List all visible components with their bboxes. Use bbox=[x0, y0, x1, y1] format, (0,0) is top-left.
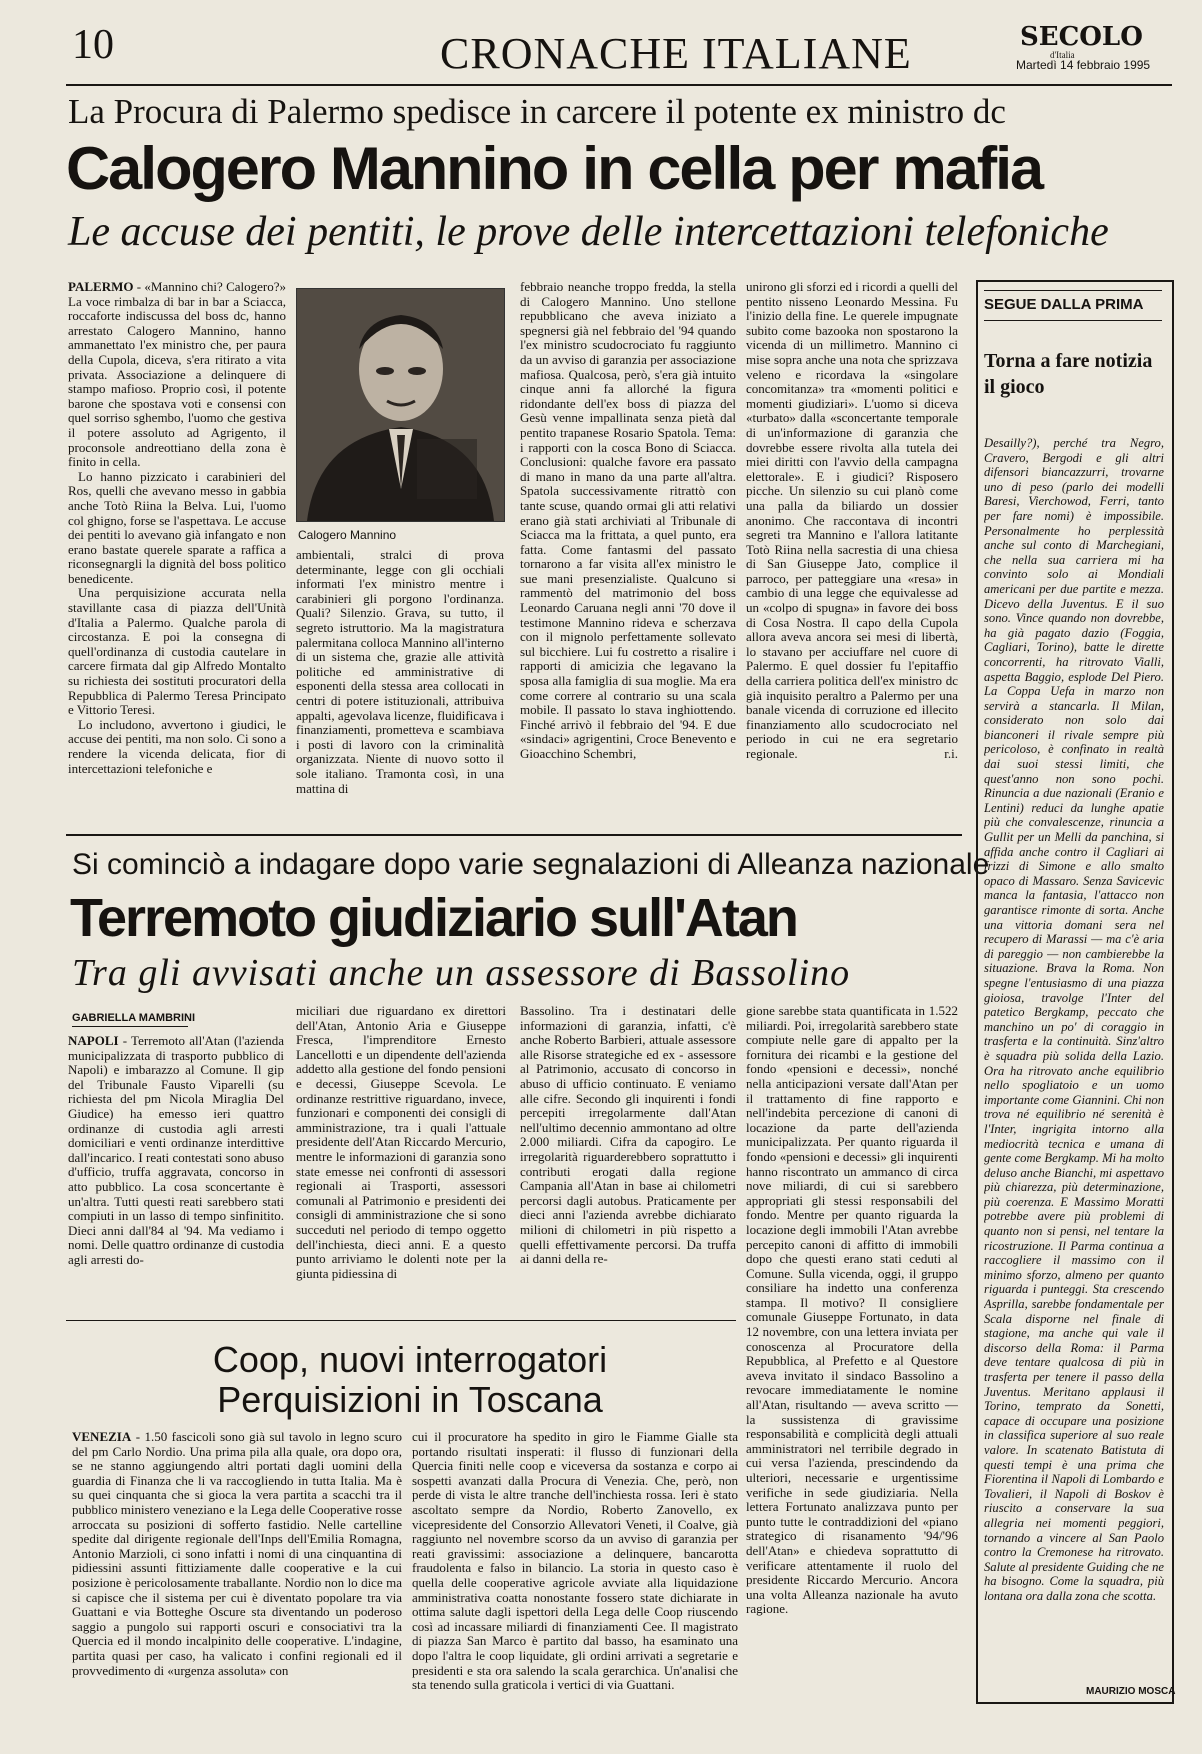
issue-date: Martedì 14 febbraio 1995 bbox=[1016, 58, 1151, 72]
article1-subhead: Le accuse dei pentiti, le prove delle intercettazioni telefoniche bbox=[68, 209, 1109, 255]
sidebar-rule-bottom bbox=[984, 320, 1162, 321]
article3-headline-line1: Coop, nuovi interrogatori bbox=[212, 1339, 608, 1380]
photo-caption: Calogero Mannino bbox=[298, 528, 397, 542]
article3-headline-line2: Perquisizioni in Toscana bbox=[217, 1379, 603, 1420]
article2-byline: GABRIELLA MAMBRINI bbox=[72, 1012, 196, 1024]
article2-col3: Bassolino. Tra i destinatari delle informazioni di garanzia, infatti, c'è anche Roberto Barbieri, attuale assessore alle Risorse strategiche ed ex - assessore al Patrimonio, accusato di concorso in abuso di ufficio continuato. E veniamo alle cifre. Secondo gli inquirenti i fondi percepiti irregolarmente dall'Atan nell'ultimo decennio ammontano ad oltre 2.000 miliardi. Cifra da capogiro. Le irregolarità riguarderebbero soprattutto i contributi erogati dalla regione Campania all'Atan in base ai chilometri percorsi dagli autobus. Praticamente per dieci anni l'azienda avrebbe dichiarato milioni di chilometri in più rispetto a quelli effettivamente percorsi. Da truffa ai danni della re- bbox=[520, 1004, 736, 1267]
article1-dateline: PALERMO bbox=[68, 280, 134, 294]
page-number: 10 bbox=[72, 22, 114, 68]
article2-col1 bbox=[68, 1034, 284, 1306]
bottom-rule bbox=[66, 1320, 736, 1321]
article2-subhead: Tra gli avvisati anche un assessore di Bassolino bbox=[72, 952, 851, 994]
sidebar-rule-top bbox=[984, 290, 1162, 291]
article3-headline bbox=[190, 1340, 630, 1420]
sidebar-label: SEGUE DALLA PRIMA bbox=[984, 296, 1144, 313]
article3-dateline: VENEZIA bbox=[72, 1430, 132, 1444]
article1-col1a: - «Mannino chi? Calogero?» La voce rimbalza di bar in bar a Sciacca, roccaforte indiscussa del boss dc, hanno arrestato Calogero Mannino, hanno ammanettato l'ex ministro che, per paura della Cupola, diceva, s'era ritirato a vita privata. Associazione a delinquere di stampo mafioso. Proprio così, il potente barone che spostava voti e consensi con quel sorriso sghembo, l'uomo che gestiva il potere assoluto ad Agrigento, il proconsole andreottiano della zona è finito in cella. bbox=[68, 280, 286, 470]
mannino-photo bbox=[296, 288, 505, 522]
article2-col4: gione sarebbe stata quantificata in 1.522 miliardi. Poi, irregolarità sarebbero state compiute nelle gare di appalto per la fornitura dei ricambi e la gestione del fondo «pensioni e decessi», nonché nella anticipazioni versate dall'Atan per il trattamento di fine rapporto e nell'indebita percezione di canoni di locazione da parte dell'azienda municipalizzata. Per quanto riguarda il fondo «pensioni e decessi» gli inquirenti hanno riscontrato un ammanco di circa nove miliardi, di cui si sarebbero appropriati gli stessi responsabili del fondo. Mentre per quanto riguarda la locazione degli immobili l'Atan avrebbe percepito canoni di affitto di immobili dopo che questi erano stati ceduti al Comune. Sulla vicenda, oggi, il gruppo consiliare ha indetto una conferenza stampa. Il motivo? Il consigliere comunale Giuseppe Fortunato, in data 12 novembre, con una lettera inviata per conoscenza al Procuratore della Repubblica, al Prefetto e al Questore aveva invitato il sindaco Bassolino a revocare immediatamente le nomine all'Atan, risultando — aveva scritto — la sussistenza di gravissime responsabilità e complicità degli attuali amministratori nel terribile degrado in cui versa l'azienda, prescindendo da ulteriori, necessarie e urgentissime verifiche in sede giudiziaria. Nella lettera Fortunato analizzava punto per punto tutte le contraddizioni del «piano strategico di risanamento '94/'96 dell'Atan» e chiedeva soprattutto di verificare attentamente il ruolo del presidente Riccardo Mercurio. Ancora una volta Alleanza nazionale ha avuto ragione. bbox=[746, 1004, 958, 1617]
article1-kicker: La Procura di Palermo spedisce in carcere il potente ex ministro dc bbox=[68, 92, 1006, 131]
article2-dateline: NAPOLI bbox=[68, 1034, 119, 1048]
article1-headline: Calogero Mannino in cella per mafia bbox=[66, 135, 1043, 202]
top-rule bbox=[66, 84, 1172, 86]
section-title: CRONACHE ITALIANE bbox=[440, 29, 912, 78]
article2-col1-text: - Terremoto all'Atan (l'azienda municipalizzata di trasporto pubblico di Napoli) e imbarazzo al Comune. Il gip del Tribunale Fausto Viparelli (su richiesta del pm Nicola Miraglia Del Giudice) ha emesso ieri quattro ordinanze di custodia agli arresti domiciliari e venti ordinanze interdittive dall'incarico. I reati contestati sono abuso d'ufficio, truffa aggravata, concorso in atto pubblico. La cosa sconcertante è un'altra. Tutti questi reati sarebbero stati compiuti in un lasso di tempo sinfinitito. Dieci anni dall'84 al '94. Ma vediamo i nomi. Delle quattro ordinanze di custodia agli arresti do- bbox=[68, 1034, 284, 1267]
article1-col2: ambientali, stralci di prova determinante, legge con gli occhiali informati l'ex ministro mentre i carabinieri gli porgono l'ordinanza. Quali? Silenzio. Grava, su tutto, il segreto istruttorio. Ma la magistratura palermitana colloca Mannino all'interno di un sistema che, grazie alle attività politiche ed amministrative di esponenti della stessa area collocati in centri di potere istituzionali, attribuiva appalti, agevolava licenze, fluidificava i finanziamenti, prometteva e scambiava i posti di lavoro con la criminalità organizzata. Niente di nuovo sotto il sole italiano. Tramonta così, in una mattina di bbox=[296, 548, 504, 796]
article1-col4 bbox=[746, 280, 958, 820]
byline-rule bbox=[72, 1026, 188, 1027]
article1-col4-text: unirono gli sforzi ed i ricordi a quelli del pentito nisseno Leonardo Messina. Fu l'inizio della fine. Le querele impugnate subito come bazooka non spostarono la vicenda di un millimetro. Mannino ci mise sopra anche una nota che sprizzava veleno e ricordava la «singolare concomitanza» tra «momenti politici e momenti giudiziari». L'uomo si diceva «turbato» dalla «sconcertante temporale di un'informazione di garanzia che dovrebbe essere rivolta alla tutela dei miei diritti con l'avvio della campagna elettorale». E i giudici? Risposero picche. Un silenzio su cui planò come una palla da biliardo un dossier anonimo. Che raccontava di incontri segreti tra Mannino e l'allora latitante Totò Riina nella sacrestia di una chiesa di San Giuseppe Jato, complice il parroco, per patteggiare una «resa» in cambio di una legge che equivalesse ad un «colpo di spugna» in favore dei boss di Cosa Nostra. Il capo della Cupola allora aveva ancora sei mesi di libertà, lo stavano per acciuffare nel cuore di Palermo. E quel dossier fu l'epitaffio della carriera politica dell'ex ministro dc già inquisito peraltro a Palermo per una banale vicenda di corruzione ed illecito finanziamento allo scudocrociato nel periodo in cui ne era segretario regionale. bbox=[746, 280, 958, 761]
article2-kicker: Si cominciò a indagare dopo varie segnalazioni di Alleanza nazionale bbox=[72, 848, 990, 881]
article1-signature: r.i. bbox=[944, 746, 958, 761]
article1-col3: febbraio neanche troppo fredda, la stella di Calogero Mannino. Uno stellone repubblicano che aveva iniziato a spegnersi già nel febbraio del '94 quando l'ex ministro scudocrociato fu raggiunto da un avviso di garanzia per associazione mafiosa. Qualcosa, però, s'era già intuito cinque anni fa allorché la figura ridondante dell'ex boss di piazza del Gesù venne impallinata senza pietà dal pentito trapanese Rosario Spatola. Tema: i rapporti con la cosca Bono di Sciacca. Conclusioni: qualche favore era passato di mano in mano da una parte all'altra. Spatola successivamente ritrattò con tante scuse, quando ormai gli atti relativi erano già stati archiviati al Tribunale di Sciacca ma la frittata, a quel punto, era fatta. Come fantasmi del passato tornarono a far visita all'ex ministro le sue mani presenzialiste. Qualcuno si rammentò del matrimonio del boss Leonardo Caruana negli anni '70 dove il testimone Mannino rideva e scherzava con il mignolo perfettamente sollevato sul bicchiere. Lui fu costretto a risalire i rapporti di amicizia che legavano la sposa alla famiglia di sua moglie. Ma era come correre al contrario su una scala mobile. Il passato lo stava inghiottendo. Finché arrivò il febbraio del '94. E due «sindaci» agrigentini, Croce Benevento e Gioacchino Schembri, bbox=[520, 280, 736, 761]
article1-col1b: Lo hanno pizzicato i carabinieri del Ros, quelli che avevano messo in gabbia anche Totò Riina la Belva. Lui, l'uomo col ghigno, forse se l'aspettava. Le accuse dei pentiti lo avevano già infangato e non erano bastate querele sparate a raffica a riconsegnargli la dignità del boss politico benedicente. bbox=[68, 468, 286, 586]
newspaper-logo: SECOLO bbox=[1020, 22, 1143, 52]
article3-col1 bbox=[72, 1430, 402, 1712]
sidebar-title: Torna a fare notizia il gioco bbox=[984, 350, 1153, 398]
article3-col1-text: - 1.50 fascicoli sono già sul tavolo in legno scuro del pm Carlo Nordio. Una prima pila alla quale, ora dopo ora, se ne stanno aggiungendo altri portati dagli uomini della guardia di Finanza che li va raccogliendo in tutta Italia. Ma è su quei cinquanta che si gioca la vera partita a scacchi tra il pubblico ministero veneziano e la Lega delle Cooperative rosse arroccata su posizioni di sofferto fastidio. Nelle cartelline spedite dal dirigente regionale dell'Inps dell'Emilia Romagna, Antonio Marzioli, ci sono infatti i nomi di una cinquantina di pidiessini assunti fittiziamente dalle cooperative e la cui posizione è pericolosamente traballante. Nordio non lo dice ma si capisce che il sistema per cui è diventato popolare tra via Guattani e via Botteghe Oscure sta diventando un poderoso saggio a pungolo sui rapporti oscuri e consociativi tra la Quercia ed il mondo incalpinito delle cooperative. L'indagine, partita quasi per caso, ha valicato i confini regionali ed il provvedimento di «urgenza assoluta» con bbox=[72, 1430, 402, 1678]
article2-headline: Terremoto giudiziario sull'Atan bbox=[70, 888, 797, 948]
mid-rule bbox=[66, 834, 962, 836]
article1-col1d: Lo includono, avvertono i giudici, le accuse dei pentiti, ma non solo. Ci sono a rendere la vicenda delicata, fior di intercettazioni telefoniche e bbox=[68, 716, 286, 776]
portrait-image bbox=[297, 289, 504, 521]
article2-col2: miciliari due riguardano ex direttori dell'Atan, Antonio Aria e Giuseppe Fresca, l'imprenditore Ernesto Lancellotti e un dipendente dell'azienda addetto alla gestione del fondo pensioni e decessi, Giuseppe Scevola. Le ordinanze restrittive riguardano, invece, funzionari e componenti dei consigli di amministrazione, tra i quali l'attuale presidente dell'Atan Riccardo Mercurio, mentre le informazioni di garanzia sono state emesse nei confronti di assessori regionali ai Trasporti, assessori comunali al Patrimonio e presidenti dei consigli di amministrazione che si sono succeduti nel periodo di tempo oggetto dell'inchiesta, dieci anni. E a questo punto arriviamo le dolenti note per la giunta pidiessina di bbox=[296, 1004, 506, 1281]
newspaper-logo-sub: d'Italia bbox=[1050, 50, 1075, 60]
article1-col1 bbox=[68, 280, 286, 820]
sidebar-signature: MAURIZIO MOSCA bbox=[1086, 1686, 1176, 1697]
sidebar-body: Desailly?), perché tra Negro, Cravero, Bergodi e gli altri difensori biancazzurri, trovarne uno di peso (parlo dei modelli Baresi, Vierchowod, Ferri, tanto per fare nomi) è impossibile. Personalmente ho perplessità anche sul conto di Marchegiani, che nella sua carriera mi ha convinto solo ai Mondiali americani per due partite e mezza. Dicevo della Juventus. E il suo sono. Vince quando non dovrebbe, ha già pagato dazio (Foggia, Cagliari, Torino), batte le dirette concorrenti, ha ritrovato Vialli, aspetta Baggio, esplode Del Piero. La Coppa Uefa in marzo non servirà a stancarla. Il Milan, considerato non solo dai bianconeri il rivale sempre più pericoloso, è confinato in realtà dai suoi stessi limiti, che quest'anno non sono pochi. Rinuncia a due nazionali (Eranio e Lentini) reduci da lunghe apatie più che convalescenze, rinuncia a Gullit per un Melli da panchina, si affida anche contro il Cagliari ai frizzi di Simone e allo smalto opaco di Massaro. Senza Savicevic manca la fantasia, l'attacco non garantisce rimonte di sorta. Anche una vittoria domani sera nel recupero di Marassi — ma c'è aria di pareggio — non cambierebbe la situazione. Brava la Roma. Non spegne l'entusiasmo di una piazza gioiosa, travolge l'Inter del patetico Bergkamp, peccato che manchino un po' di coraggio in trasferta e la continuità. Sinz'altro è squadra più solida della Lazio. Ora ha ritrovato anche equilibrio nello spogliatoio e un uomo importante come Giannini. Chi non trova né equilibrio né serenità è l'Inter, ingrigita intorno alla mediocrità tecnica e umana di gente come Bergkamp. Mi ha molto deluso anche Bianchi, mi aspettavo più chiarezza, più determinazione, più coerenza. E Massimo Moratti potrebbe avere più problemi di quanto non si pensi, nel tentare la ricostruzione. Il Parma continua a raccogliere il massimo con il minimo sforzo, almeno per quanto riguarda i punteggi. Sta crescendo Asprilla, sarebbe fondamentale per Scala disporne nel finale di stagione, ma anche qui vale il discorso della Roma: il Parma deve tentare qualcosa di più in trasferta per tenere il passo della Juventus. Meritano applausi il Torino, temprato da Sonetti, capace di occupare una posizione in classifica superiore al suo reale valore. In scatenato Batistuta di questi tempi è una prima che Fiorentina il Napoli di Lombardo e Tovalieri, il Napoli di Boskov è riuscito a conservare la sua allegria nei momenti peggiori, tornando a vincere al San Paolo contro la Cremonese ha ritrovato. Salute al presidente Guiding che ne ha bisogno. Come la squadra, più lontana ora dalla zona che scotta. bbox=[984, 436, 1164, 1603]
article3-col2: cui il procuratore ha spedito in giro le Fiamme Gialle sta portando risultati insperati: il flusso di funzionari della Quercia finiti nelle coop e viceversa da sostanza e corpo ai sospetti avanzati dalla Procura di Venezia. Che, però, non perde di vista le altre tranche dell'inchiesta rossa. Ieri è stato ascoltato sempre da Nordio, Roberto Zanovello, ex vicepresidente del Consorzio Allevatori Veneti, il Coalve, già raggiunto nel novembre scorso da un avviso di garanzia per reati gravissimi: associazione a delinquere, bancarotta fraudolenta e falso in bilancio. La storia in questo caso è quella delle cooperative agricole avviate alla liquidazione amministrativa coatta nonostante fossero state dichiarate in ottima salute dagli ispettori della Lega delle Coop riuscendo così ad incassare miliardi di finanziamenti Cee. Il magistrato di piazza San Marco è partito dal basso, ha esaminato una dopo l'altra le coop liquidate, gli ordini arrivati a segretarie e presidenti e sta ora salendo la scala gerarchica. Un'analisi che sta tenendo sulla graticola i vertici di via Guattani. bbox=[412, 1430, 738, 1693]
article1-col1c: Una perquisizione accurata nella stavillante casa di piazza dell'Unità d'Italia a Palermo. Qualche parola di circostanza. E poi la consegna di quell'ordinanza di custodia cautelare in carcere firmata dal gip Alfredo Montalto su richiesta dei sostituti procuratori della Repubblica di Palermo Teresa Principato e Vittorio Teresi. bbox=[68, 585, 286, 718]
